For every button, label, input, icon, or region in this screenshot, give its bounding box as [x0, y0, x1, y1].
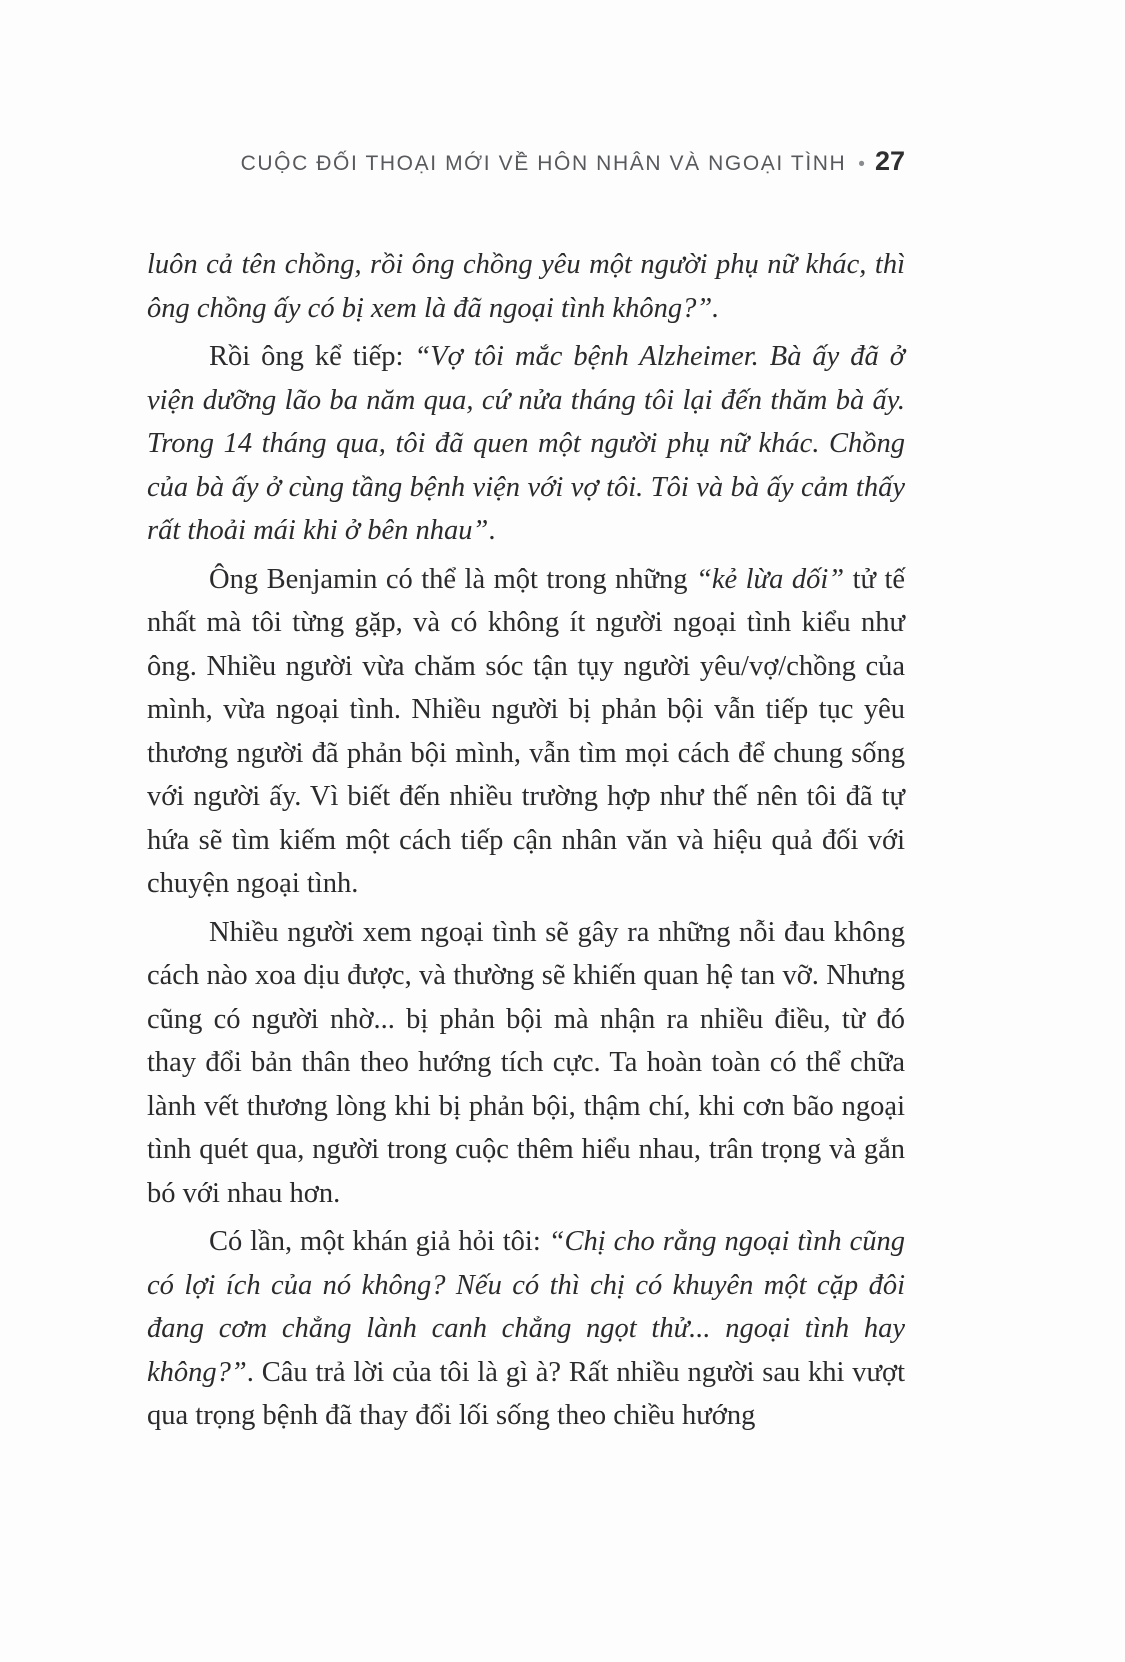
- page-body: [147, 243, 905, 1438]
- text-run: . Câu trả lời của tôi là gì à? Rất nhiều người sau khi vượt qua trọng bệnh đã thay đổi lối sống theo chiều hướng: [147, 1356, 905, 1431]
- text-run: Ông Benjamin có thể là một trong những: [209, 563, 696, 595]
- text-column: [147, 0, 905, 1443]
- text-run-italic: “Chị cho rằng ngoại tình cũng có lợi ích của nó không? Nếu có thì chị có khuyên một cặp đôi đang cơm chẳng lành canh chẳng ngọt thử... ngoại tình hay không?”: [147, 1226, 905, 1388]
- paragraph: [147, 243, 905, 330]
- header-separator-dot: •: [858, 154, 865, 175]
- text-run-italic: luôn cả tên chồng, rồi ông chồng yêu một người phụ nữ khác, thì ông chồng ấy có bị xem là đã ngoại tình không?”.: [147, 249, 905, 324]
- text-run: Rồi ông kể tiếp:: [209, 341, 415, 372]
- text-run: Nhiều người xem ngoại tình sẽ gây ra những nỗi đau không cách nào xoa dịu được, và thường sẽ khiến quan hệ tan vỡ. Nhưng cũng có người nhờ... bị phản bội mà nhận ra nhiều điều, từ đó thay đổi bản thân theo hướng tích cực. Ta hoàn toàn có thể chữa lành vết thương lòng khi bị phản bội, thậm chí, khi cơn bão ngoại tình quét qua, người trong cuộc thêm hiểu nhau, trân trọng và gắn bó với nhau hơn.: [147, 916, 905, 1209]
- page-number: 27: [874, 146, 905, 176]
- running-header: [147, 0, 905, 177]
- paragraph: [147, 335, 905, 553]
- text-run: tử tế nhất mà tôi từng gặp, và có không ít người ngoại tình kiểu như ông. Nhiều người vừa chăm sóc tận tụy người yêu/vợ/chồng của mình, vừa ngoại tình. Nhiều người bị phản bội vẫn tiếp tục yêu thương người đã phản bội mình, vẫn tìm mọi cách để chung sống với người ấy. Vì biết đến nhiều trường hợp như thế nên tôi đã tự hứa sẽ tìm kiếm một cách tiếp cận nhân văn và hiệu quả đối với chuyện ngoại tình.: [147, 563, 906, 899]
- text-run: .: [488, 515, 496, 546]
- text-run: Có lần, một khán giả hỏi tôi:: [209, 1226, 549, 1257]
- paragraph: [147, 1220, 905, 1438]
- text-run-italic: “Vợ tôi mắc bệnh Alzheimer. Bà ấy đã ở viện dưỡng lão ba năm qua, cứ nửa tháng tôi lại đến thăm bà ấy. Trong 14 tháng qua, tôi đã quen một người phụ nữ khác. Chồng của bà ấy ở cùng tầng bệnh viện với vợ tôi. Tôi và bà ấy cảm thấy rất thoải mái khi ở bên nhau”: [147, 341, 906, 546]
- running-header-title: CUỘC ĐỐI THOẠI MỚI VỀ HÔN NHÂN VÀ NGOẠI TÌNH: [240, 152, 847, 175]
- paragraph: [147, 911, 905, 1216]
- paragraph: [147, 558, 905, 906]
- text-run-italic: “kẻ lừa dối”: [696, 563, 845, 595]
